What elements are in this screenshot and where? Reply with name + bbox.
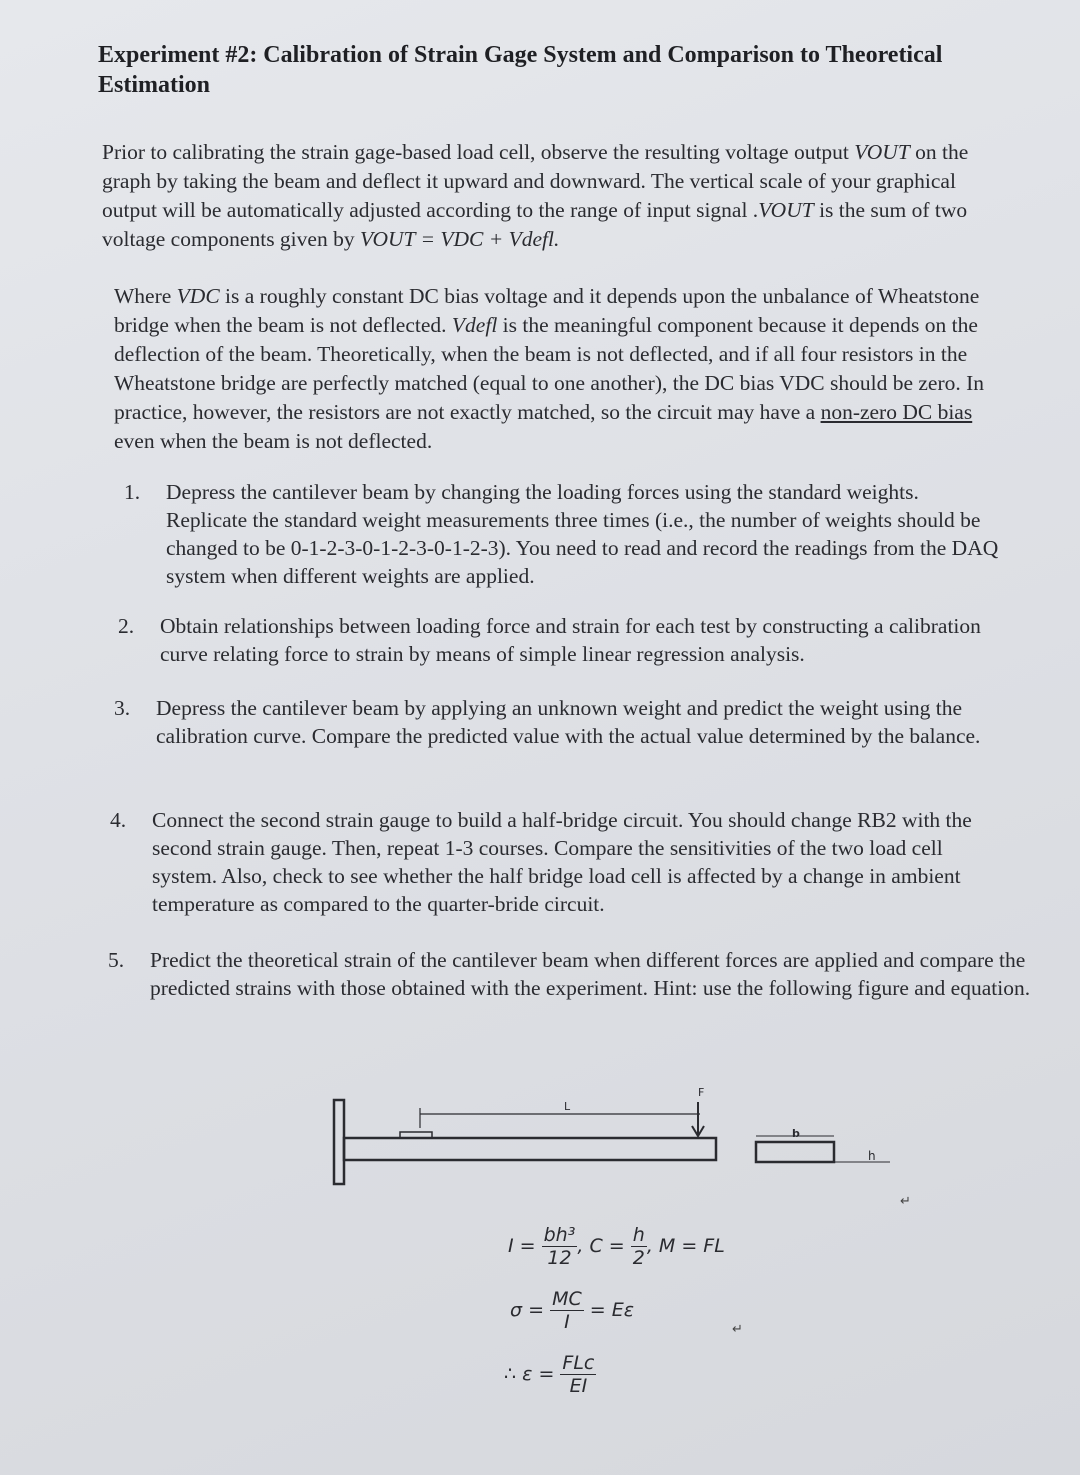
- length-label: L: [564, 1100, 571, 1113]
- eq-sigma-fraction: $\frac{MC}{I}$: [552, 1288, 582, 1333]
- p2-text-a: Where: [114, 284, 177, 308]
- eq-C-fraction: $\frac{h}{2}$: [632, 1224, 645, 1269]
- list-item-text: Obtain relationships between loading force and strain for each test by constructing a calibration curve relating force to strain by means of simple linear regression analysis.: [160, 614, 981, 666]
- height-label: h: [868, 1149, 876, 1163]
- list-item-number: 2.: [118, 614, 135, 638]
- cross-section: [756, 1142, 834, 1162]
- list-item: [114, 694, 994, 750]
- list-item-text: Connect the second strain gauge to build a half-bridge circuit. You should change RB2 with the second strain gauge. Then, repeat 1-3 courses. Compare the sensitivities of the two load cell system. Also, check to see whether the half bridge load cell is affected by a change in ambient temperature as compared to the quarter-bride circuit.: [152, 808, 972, 916]
- vout-symbol: VOUT: [854, 140, 910, 164]
- list-item-number: 5.: [108, 948, 125, 972]
- equation-I-C-M: [508, 1224, 725, 1269]
- list-item: [108, 946, 1033, 1002]
- vout-equation: VOUT = VDC + Vdefl.: [359, 227, 560, 251]
- list-item: [110, 806, 1010, 918]
- return-mark: ↵: [900, 1194, 911, 1209]
- vout-symbol-2: VOUT: [758, 198, 814, 222]
- eq-I-lhs: I =: [508, 1235, 536, 1257]
- page-title: Experiment #2: Calibration of Strain Gage System and Comparison to Theoretical Estimation: [98, 42, 943, 98]
- p1-text-c: is the sum of two voltage components given by: [102, 198, 968, 251]
- list-item-text: Depress the cantilever beam by applying an unknown weight and predict the weight using the calibration curve. Compare the predicted value with the actual value determined by the balance.: [156, 696, 981, 748]
- cantilever-beam-figure: [320, 1080, 920, 1190]
- return-mark: ↵: [732, 1322, 743, 1337]
- nonzero-dc-bias-underlined: non-zero DC bias: [820, 400, 973, 424]
- force-label: F: [698, 1086, 705, 1099]
- eq-I-fraction: $\frac{\text{bh³}}{12}$: [543, 1224, 576, 1269]
- p2-text-d: even when the beam is not deflected.: [114, 429, 433, 453]
- p2-text-b: is a roughly constant DC bias voltage and it depends upon the unbalance of Wheatstone bridge when the beam is not deflected.: [114, 284, 980, 337]
- intro-paragraph-2: [114, 282, 1006, 456]
- eq-C-lhs: , C =: [577, 1235, 625, 1257]
- list-item: [118, 612, 1008, 668]
- p1-text-a: Prior to calibrating the strain gage-based load cell, observe the resulting voltage output: [102, 140, 855, 164]
- beam: [344, 1138, 716, 1160]
- equation-sigma: [510, 1288, 634, 1333]
- list-item-number: 1.: [124, 480, 141, 504]
- list-item-text: Predict the theoretical strain of the cantilever beam when different forces are applied and compare the predicted strains with those obtained with the experiment. Hint: use the following figure and equation.: [150, 948, 1031, 1000]
- eq-eps-fraction: $\frac{\text{FLc}}{EI}$: [562, 1352, 595, 1397]
- eq-eps-lhs: ∴ ε =: [504, 1363, 555, 1385]
- eq-sigma-lhs: σ =: [510, 1299, 545, 1321]
- p2-text-c: is the meaningful component because it depends on the deflection of the beam. Theoretically, when the beam is not deflected, and if all four resistors in the Wheatstone bridge are perfectly matched (equal to one another), the DC bias VDC should be zero. In practice, however, the resistors are not exactly matched, so the circuit may have a: [114, 313, 985, 424]
- intro-paragraph-1: [102, 138, 1002, 254]
- list-item-text: Depress the cantilever beam by changing the loading forces using the standard weights. Replicate the standard weight measurements three times (i.e., the number of weights should be changed to be 0-1-2-3-0-1-2-3-0-1-2-3). You need to read and record the readings from the DAQ system when different weights are applied.: [166, 480, 999, 588]
- eq-M: , M = FL: [646, 1235, 725, 1257]
- p1-text-b: on the graph by taking the beam and deflect it upward and downward. The vertical scale of your graphical output will be automatically adjusted according to the range of input signal .: [102, 140, 969, 222]
- fixed-wall: [334, 1100, 344, 1184]
- list-item-number: 3.: [114, 696, 131, 720]
- list-item-number: 4.: [110, 808, 127, 832]
- vdefl-symbol: Vdefl: [451, 313, 498, 337]
- vdc-symbol: VDC: [176, 284, 220, 308]
- equation-epsilon: [504, 1352, 596, 1397]
- width-label: b: [792, 1127, 800, 1140]
- list-item: [124, 478, 1004, 590]
- eq-sigma-rhs: = Eε: [589, 1299, 635, 1321]
